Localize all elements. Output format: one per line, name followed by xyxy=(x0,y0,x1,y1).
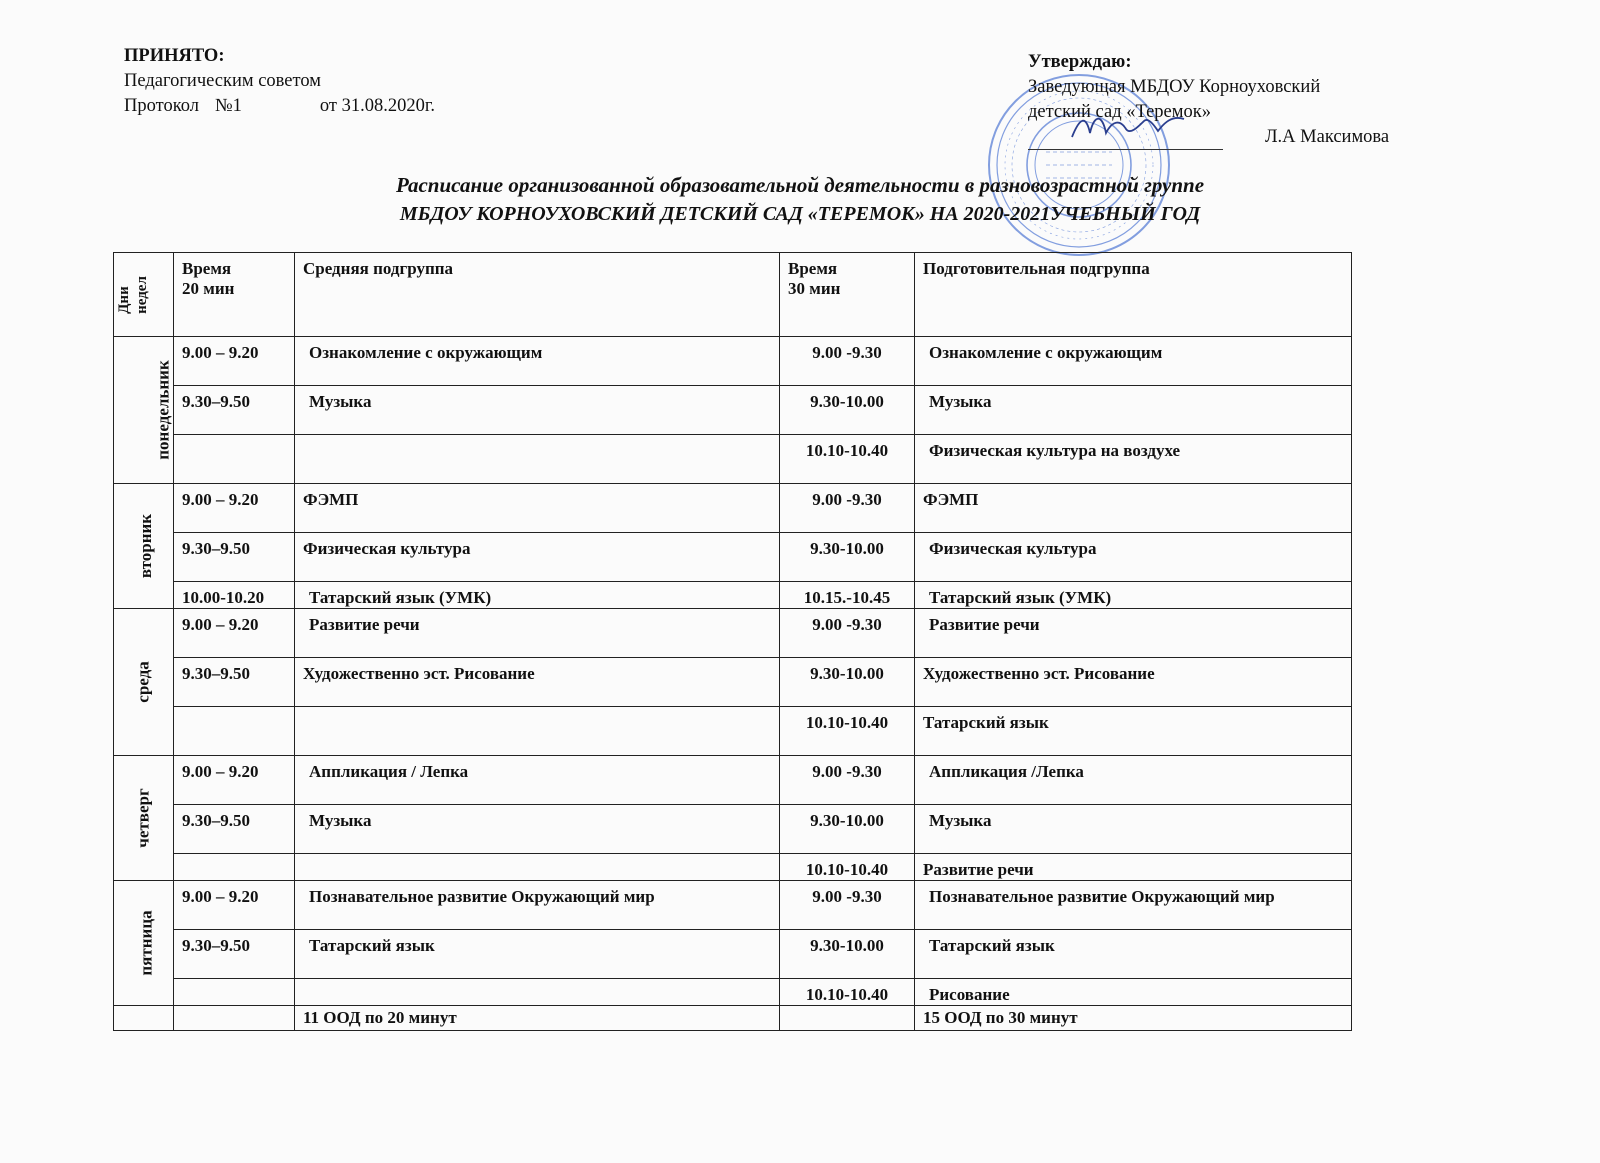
table-row xyxy=(114,582,1352,609)
approve-name: Л.А Максимова xyxy=(1265,127,1390,147)
days-header-l2: недел xyxy=(133,275,150,314)
approve-signature-line xyxy=(1028,125,1389,150)
accepted-block xyxy=(124,44,435,119)
activity-middle xyxy=(295,707,780,756)
time-middle: 9.30–9.50 xyxy=(174,930,295,979)
day-label: понедельник xyxy=(153,360,173,460)
time-header-prep-l2: 30 мин xyxy=(788,279,841,298)
time-prep: 9.00 -9.30 xyxy=(780,756,915,805)
time-middle: 9.30–9.50 xyxy=(174,533,295,582)
activity-middle: Развитие речи xyxy=(295,609,780,658)
activity-prep: Аппликация /Лепка xyxy=(915,756,1352,805)
time-middle: 9.30–9.50 xyxy=(174,658,295,707)
schedule-subtitle: МБДОУ КОРНОУХОВСКИЙ ДЕТСКИЙ САД «ТЕРЕМОК» НА 2020-2021УЧЕБНЫЙ ГОД xyxy=(399,203,1201,225)
activity-middle: ФЭМП xyxy=(295,484,780,533)
time-prep: 10.10-10.40 xyxy=(780,707,915,756)
schedule-table xyxy=(113,252,1352,1031)
activity-prep: ФЭМП xyxy=(915,484,1352,533)
time-header-prep xyxy=(780,253,915,337)
activity-prep: Ознакомление с окружающим xyxy=(915,337,1352,386)
time-middle: 9.00 – 9.20 xyxy=(174,881,295,930)
time-prep: 9.00 -9.30 xyxy=(780,337,915,386)
activity-middle: Познавательное развитие Окружающий мир xyxy=(295,881,780,930)
time-prep: 10.10-10.40 xyxy=(780,854,915,881)
table-row xyxy=(114,435,1352,484)
activity-middle: Татарский язык (УМК) xyxy=(295,582,780,609)
time-middle: 9.00 – 9.20 xyxy=(174,756,295,805)
activity-prep: Рисование xyxy=(915,979,1352,1006)
totals-empty-1 xyxy=(114,1006,174,1031)
time-middle: 9.30–9.50 xyxy=(174,805,295,854)
day-cell-monday xyxy=(114,337,174,484)
activity-middle: Ознакомление с окружающим xyxy=(295,337,780,386)
day-cell-wednesday xyxy=(114,609,174,756)
table-row xyxy=(114,484,1352,533)
totals-prep: 15 ООД по 30 минут xyxy=(915,1006,1352,1031)
protocol-number: №1 xyxy=(215,96,242,116)
schedule-title: Расписание организованной образовательной деятельности в разновозрастной группе xyxy=(395,173,1205,197)
day-label: пятница xyxy=(136,910,156,976)
activity-middle: Физическая культура xyxy=(295,533,780,582)
activity-prep: Татарский язык xyxy=(915,930,1352,979)
time-middle: 10.00-10.20 xyxy=(174,582,295,609)
table-row xyxy=(114,707,1352,756)
approve-org: детский сад «Теремок» xyxy=(1028,102,1211,122)
time-prep: 9.00 -9.30 xyxy=(780,484,915,533)
time-middle: 9.00 – 9.20 xyxy=(174,337,295,386)
activity-middle: Музыка xyxy=(295,805,780,854)
activity-middle xyxy=(295,854,780,881)
accepted-title: ПРИНЯТО: xyxy=(124,46,225,66)
time-middle: 9.30–9.50 xyxy=(174,386,295,435)
totals-empty-2 xyxy=(174,1006,295,1031)
activity-prep: Художественно эст. Рисование xyxy=(915,658,1352,707)
time-header-middle-l1: Время xyxy=(182,259,232,278)
activity-prep: Музыка xyxy=(915,805,1352,854)
activity-middle: Музыка xyxy=(295,386,780,435)
time-middle xyxy=(174,854,295,881)
time-middle xyxy=(174,435,295,484)
day-label: вторник xyxy=(136,513,156,579)
approve-title: Утверждаю: xyxy=(1028,52,1132,72)
days-header-l1: Дни xyxy=(115,285,132,314)
time-middle: 9.00 – 9.20 xyxy=(174,609,295,658)
group-header-middle: Средняя подгруппа xyxy=(295,253,780,337)
activity-middle xyxy=(295,979,780,1006)
table-row xyxy=(114,658,1352,707)
table-row xyxy=(114,533,1352,582)
time-header-prep-l1: Время xyxy=(788,259,838,278)
activity-prep: Развитие речи xyxy=(915,609,1352,658)
day-cell-thursday xyxy=(114,756,174,881)
time-prep: 10.10-10.40 xyxy=(780,435,915,484)
table-row xyxy=(114,979,1352,1006)
table-row xyxy=(114,609,1352,658)
totals-middle: 11 ООД по 20 минут xyxy=(295,1006,780,1031)
group-header-prep: Подготовительная подгруппа xyxy=(915,253,1352,337)
table-row xyxy=(114,854,1352,881)
time-prep: 9.00 -9.30 xyxy=(780,881,915,930)
activity-middle: Художественно эст. Рисование xyxy=(295,658,780,707)
activity-prep: Татарский язык (УМК) xyxy=(915,582,1352,609)
activity-prep: Физическая культура xyxy=(915,533,1352,582)
signature-line xyxy=(1028,127,1223,150)
days-header xyxy=(114,253,174,337)
table-header-row xyxy=(114,253,1352,337)
day-label: четверг xyxy=(133,788,153,848)
accepted-by: Педагогическим советом xyxy=(124,71,321,91)
time-middle xyxy=(174,979,295,1006)
time-prep: 9.30-10.00 xyxy=(780,386,915,435)
protocol-line xyxy=(124,94,435,119)
time-prep: 9.30-10.00 xyxy=(780,533,915,582)
table-row xyxy=(114,386,1352,435)
table-row xyxy=(114,756,1352,805)
approve-position: Заведующая МБДОУ Корноуховский xyxy=(1028,77,1321,97)
activity-middle: Татарский язык xyxy=(295,930,780,979)
activity-middle xyxy=(295,435,780,484)
activity-middle: Аппликация / Лепка xyxy=(295,756,780,805)
time-prep: 9.30-10.00 xyxy=(780,805,915,854)
protocol-label: Протокол xyxy=(124,96,199,116)
time-prep: 9.30-10.00 xyxy=(780,930,915,979)
approve-block xyxy=(1028,50,1389,150)
table-row xyxy=(114,930,1352,979)
time-header-middle xyxy=(174,253,295,337)
table-row xyxy=(114,881,1352,930)
signature-icon xyxy=(1068,107,1188,147)
time-header-middle-l2: 20 мин xyxy=(182,279,235,298)
activity-prep: Познавательное развитие Окружающий мир xyxy=(915,881,1352,930)
day-cell-friday xyxy=(114,881,174,1006)
table-row xyxy=(114,337,1352,386)
activity-prep: Музыка xyxy=(915,386,1352,435)
time-middle: 9.00 – 9.20 xyxy=(174,484,295,533)
activity-prep: Развитие речи xyxy=(915,854,1352,881)
time-prep: 9.00 -9.30 xyxy=(780,609,915,658)
day-label: среда xyxy=(133,661,153,703)
time-middle xyxy=(174,707,295,756)
activity-prep: Татарский язык xyxy=(915,707,1352,756)
totals-empty-3 xyxy=(780,1006,915,1031)
table-row xyxy=(114,805,1352,854)
protocol-date: от 31.08.2020г. xyxy=(319,96,435,116)
activity-prep: Физическая культура на воздухе xyxy=(915,435,1352,484)
time-prep: 10.15.-10.45 xyxy=(780,582,915,609)
day-cell-tuesday xyxy=(114,484,174,609)
totals-row xyxy=(114,1006,1352,1031)
time-prep: 10.10-10.40 xyxy=(780,979,915,1006)
time-prep: 9.30-10.00 xyxy=(780,658,915,707)
